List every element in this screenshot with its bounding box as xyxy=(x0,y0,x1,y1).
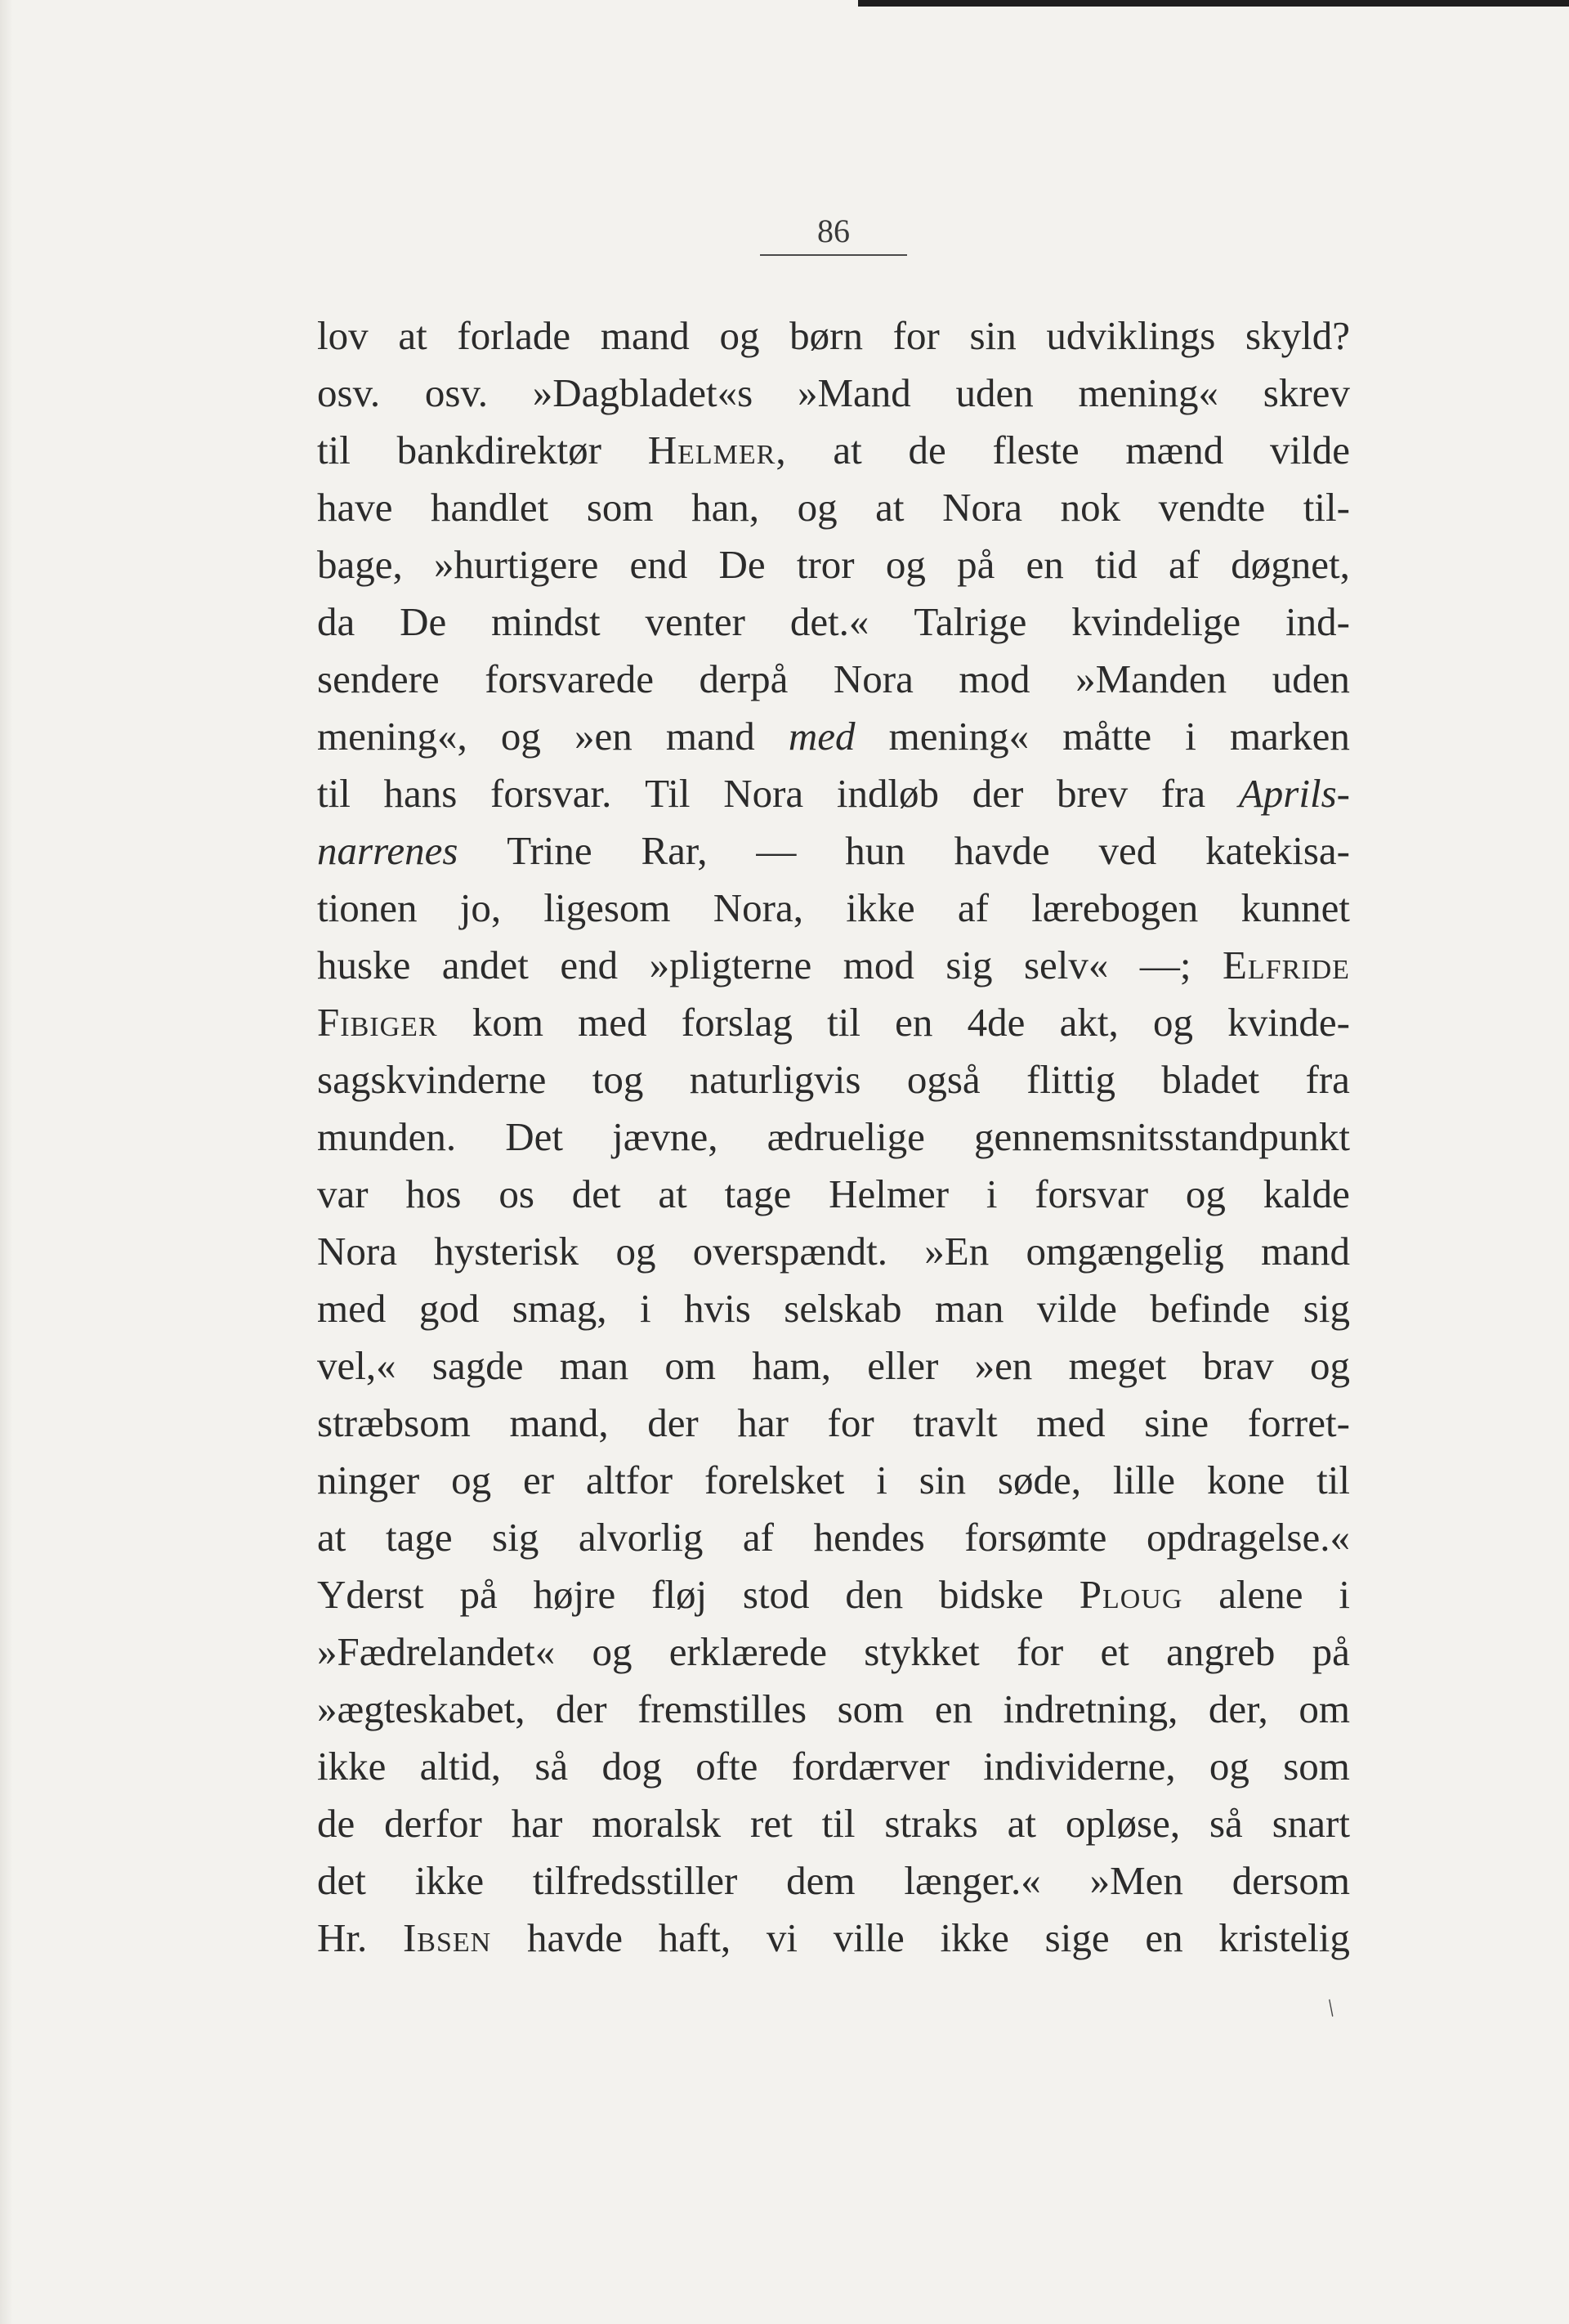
text-line xyxy=(317,307,1350,365)
word: ret xyxy=(750,1801,793,1846)
word: til xyxy=(317,428,351,472)
word: Yderst xyxy=(317,1572,424,1617)
text-line xyxy=(317,1280,1350,1337)
word: en xyxy=(895,1000,933,1045)
word: vilde xyxy=(1036,1286,1117,1331)
word: narrenes xyxy=(317,828,458,873)
word: Trine xyxy=(507,828,592,873)
word: sige xyxy=(1044,1915,1110,1960)
text-line xyxy=(317,1108,1350,1166)
word: andet xyxy=(441,943,529,987)
word: Fibiger xyxy=(317,1000,438,1045)
word: da xyxy=(317,599,355,644)
word: omgængelig xyxy=(1026,1229,1224,1274)
word: Nora xyxy=(723,771,804,816)
word: altfor xyxy=(585,1458,673,1502)
word: Nora xyxy=(833,656,914,701)
word: mand, xyxy=(509,1400,609,1445)
word: osv. xyxy=(317,370,381,415)
word: handlet xyxy=(431,485,549,530)
text-line xyxy=(317,1681,1350,1738)
word: fremstilles xyxy=(637,1686,807,1731)
word: ligesom xyxy=(543,885,671,930)
word: til xyxy=(827,1000,860,1045)
word: hendes xyxy=(813,1515,925,1560)
word: sig xyxy=(1303,1286,1350,1331)
word: for xyxy=(827,1400,874,1445)
word: med xyxy=(317,1286,387,1331)
word: forsømte xyxy=(964,1515,1107,1560)
word: kom xyxy=(472,1000,543,1045)
word: end xyxy=(560,943,619,987)
word: ville xyxy=(833,1915,905,1960)
word: med xyxy=(578,1000,647,1045)
word: og xyxy=(592,1629,633,1674)
word: indretning, xyxy=(1003,1686,1178,1731)
word: selv« xyxy=(1023,943,1109,987)
word: sendere xyxy=(317,656,440,701)
word: Ploug xyxy=(1079,1572,1183,1617)
word: og xyxy=(1309,1343,1350,1388)
word: og xyxy=(885,542,926,587)
word: der xyxy=(972,771,1024,816)
word: Til xyxy=(645,771,691,816)
word: og xyxy=(1209,1744,1249,1789)
word: Hr. xyxy=(317,1915,368,1960)
word: en xyxy=(1026,542,1064,587)
word: »en xyxy=(574,714,633,759)
word: bankdirektør xyxy=(396,428,601,472)
word: sig xyxy=(492,1515,539,1560)
word: stræbsom xyxy=(317,1400,471,1445)
word: der xyxy=(647,1400,699,1445)
word: indløb xyxy=(836,771,940,816)
text-line xyxy=(317,1509,1350,1566)
word: »En xyxy=(924,1229,990,1274)
word: som xyxy=(837,1686,905,1731)
word: vilde xyxy=(1269,428,1350,472)
word: De xyxy=(718,542,766,587)
word: ædruelige xyxy=(767,1114,925,1159)
word: som xyxy=(586,485,654,530)
word: udviklings xyxy=(1046,313,1216,358)
word: mand xyxy=(600,313,690,358)
word: af xyxy=(1168,542,1200,587)
word: til xyxy=(317,771,351,816)
word: naturligvis xyxy=(689,1057,861,1102)
word: mand xyxy=(665,714,755,759)
word: Nora, xyxy=(713,885,803,930)
text-line xyxy=(317,1738,1350,1795)
word: og xyxy=(615,1229,656,1274)
word: »Fædrelandet« xyxy=(317,1629,556,1674)
word: ind- xyxy=(1285,599,1350,644)
word: har xyxy=(511,1801,563,1846)
word: i xyxy=(1339,1572,1350,1617)
page-binding-edge xyxy=(0,0,13,2324)
word: bidske xyxy=(938,1572,1044,1617)
word: havde xyxy=(526,1915,623,1960)
word: man xyxy=(559,1343,629,1388)
word: forret- xyxy=(1247,1400,1350,1445)
word: om xyxy=(1299,1686,1350,1731)
text-line xyxy=(317,1910,1350,1967)
word: at xyxy=(398,313,427,358)
word: stod xyxy=(742,1572,810,1617)
word: en xyxy=(934,1686,973,1731)
word: vendte xyxy=(1158,485,1266,530)
word: fra xyxy=(1305,1057,1350,1102)
word: måtte xyxy=(1062,714,1152,759)
word: smag, xyxy=(512,1286,607,1331)
text-line xyxy=(317,1051,1350,1108)
word: i xyxy=(876,1458,887,1502)
word: —; xyxy=(1139,943,1191,987)
word: for xyxy=(892,313,940,358)
word: vel,« xyxy=(317,1343,396,1388)
word: have xyxy=(317,485,393,530)
text-line xyxy=(317,708,1350,765)
word: selskab xyxy=(784,1286,902,1331)
word: alvorlig xyxy=(578,1515,704,1560)
word: kone xyxy=(1206,1458,1285,1502)
word: osv. xyxy=(424,370,489,415)
word: også xyxy=(906,1057,981,1102)
word: fløj xyxy=(651,1572,708,1617)
word: hysterisk xyxy=(434,1229,579,1274)
word: forslag xyxy=(681,1000,793,1045)
word: ikke xyxy=(317,1744,387,1789)
word: og xyxy=(1185,1171,1226,1216)
word: på xyxy=(1312,1629,1350,1674)
word: Elfride xyxy=(1222,943,1350,987)
word: tionen xyxy=(317,885,418,930)
word: så xyxy=(534,1744,569,1789)
word: meget xyxy=(1068,1343,1167,1388)
word: tilfredsstiller xyxy=(532,1858,738,1903)
word: huske xyxy=(317,943,411,987)
word: et xyxy=(1100,1629,1129,1674)
word: jævne, xyxy=(612,1114,718,1159)
word: som xyxy=(1283,1744,1350,1789)
word: så xyxy=(1209,1801,1243,1846)
word: 4de xyxy=(967,1000,1026,1045)
text-line xyxy=(317,1395,1350,1452)
word: børn xyxy=(789,313,863,358)
word: individerne, xyxy=(983,1744,1176,1789)
word: katekisa- xyxy=(1205,828,1350,873)
text-line xyxy=(317,765,1350,822)
word: lærebogen xyxy=(1031,885,1199,930)
word: kalde xyxy=(1263,1171,1350,1216)
text-line xyxy=(317,536,1350,593)
word: uden xyxy=(1272,656,1350,701)
word: sin xyxy=(969,313,1017,358)
word: og xyxy=(1153,1000,1193,1045)
word: ikke xyxy=(846,885,915,930)
word: »ægteskabet, xyxy=(317,1686,525,1731)
word: bage, xyxy=(317,542,403,587)
word: det xyxy=(571,1171,621,1216)
word: befinde xyxy=(1150,1286,1271,1331)
word: altid, xyxy=(419,1744,502,1789)
word: døgnet, xyxy=(1231,542,1350,587)
word: Helmer xyxy=(829,1171,950,1216)
word: gennemsnitsstandpunkt xyxy=(973,1114,1350,1159)
word: »Manden xyxy=(1075,656,1227,701)
word: De xyxy=(400,599,447,644)
word: overspændt. xyxy=(692,1229,887,1274)
word: at xyxy=(1007,1801,1036,1846)
word: ham, xyxy=(752,1343,831,1388)
word: og xyxy=(797,485,838,530)
word: ofte xyxy=(695,1744,758,1789)
word: god xyxy=(418,1286,480,1331)
word: tid xyxy=(1095,542,1138,587)
word: med xyxy=(788,714,856,759)
word: forsvar. xyxy=(490,771,612,816)
word: Ibsen xyxy=(402,1915,492,1960)
word: sin xyxy=(919,1458,966,1502)
word: Talrige xyxy=(914,599,1027,644)
word: flittig xyxy=(1026,1057,1115,1102)
word: det xyxy=(317,1858,366,1903)
page-number-rule xyxy=(760,254,907,256)
body-text xyxy=(317,307,1350,1967)
word: er xyxy=(522,1458,555,1502)
word: lov xyxy=(317,313,369,358)
word: kvindelige xyxy=(1071,599,1241,644)
word: skyld? xyxy=(1245,313,1350,358)
word: tog xyxy=(592,1057,644,1102)
word: hos xyxy=(405,1171,462,1216)
word: alene xyxy=(1218,1572,1303,1617)
word: og xyxy=(719,313,760,358)
word: en xyxy=(1145,1915,1183,1960)
text-line xyxy=(317,1337,1350,1395)
word: mening«, xyxy=(317,714,467,759)
word: »Men xyxy=(1089,1858,1183,1903)
word: jo, xyxy=(459,885,502,930)
word: — xyxy=(756,828,797,873)
word: eller xyxy=(867,1343,939,1388)
word: »hurtigere xyxy=(433,542,599,587)
text-line xyxy=(317,1166,1350,1223)
pencil-mark: / xyxy=(1321,1995,1341,2022)
word: og xyxy=(500,714,541,759)
word: af xyxy=(742,1515,774,1560)
word: mand xyxy=(1261,1229,1350,1274)
word: mod xyxy=(959,656,1030,701)
word: fordærver xyxy=(791,1744,950,1789)
text-line xyxy=(317,651,1350,708)
word: der, xyxy=(1208,1686,1268,1731)
word: den xyxy=(845,1572,904,1617)
word: erklærede xyxy=(668,1629,827,1674)
word: fleste xyxy=(992,428,1080,472)
word: Aprils- xyxy=(1238,771,1350,816)
word: stykket xyxy=(864,1629,980,1674)
word: har xyxy=(737,1400,789,1445)
word: søde, xyxy=(997,1458,1081,1502)
word: med xyxy=(1036,1400,1106,1445)
word: brev xyxy=(1057,771,1129,816)
word: hans xyxy=(383,771,458,816)
word: og xyxy=(451,1458,492,1502)
word: os xyxy=(498,1171,534,1216)
word: sine xyxy=(1144,1400,1209,1445)
word: der xyxy=(556,1686,607,1731)
word: marken xyxy=(1229,714,1350,759)
word: »pligterne xyxy=(649,943,812,987)
word: travlt xyxy=(913,1400,998,1445)
word: at xyxy=(875,485,905,530)
word: hun xyxy=(845,828,905,873)
word: ved xyxy=(1098,828,1157,873)
text-line xyxy=(317,937,1350,994)
word: mening« xyxy=(1078,370,1219,415)
text-line xyxy=(317,479,1350,536)
word: hvis xyxy=(684,1286,751,1331)
word: for xyxy=(1017,1629,1064,1674)
word: moralsk xyxy=(592,1801,722,1846)
word: mening« xyxy=(888,714,1030,759)
word: de xyxy=(317,1801,355,1846)
word: kunnet xyxy=(1240,885,1350,930)
word: forsvarede xyxy=(485,656,654,701)
word: ikke xyxy=(414,1858,485,1903)
word: i xyxy=(1185,714,1196,759)
word: venter xyxy=(645,599,745,644)
word: højre xyxy=(533,1572,616,1617)
word: bladet xyxy=(1161,1057,1260,1102)
word: derpå xyxy=(699,656,789,701)
word: »Dagbladet«s xyxy=(532,370,753,415)
word: »Mand xyxy=(797,370,911,415)
word: mod xyxy=(843,943,914,987)
word: snart xyxy=(1272,1801,1350,1846)
text-line xyxy=(317,880,1350,937)
word: i xyxy=(640,1286,651,1331)
word: forlade xyxy=(457,313,571,358)
text-line xyxy=(317,994,1350,1051)
word: Nora xyxy=(317,1229,397,1274)
word: de xyxy=(908,428,946,472)
word: kvinde- xyxy=(1227,1000,1350,1045)
word: ikke xyxy=(940,1915,1009,1960)
word: at xyxy=(833,428,862,472)
word: vi xyxy=(766,1915,798,1960)
word: Rar, xyxy=(641,828,708,873)
word: end xyxy=(629,542,688,587)
word: til- xyxy=(1303,485,1350,530)
word: til xyxy=(1316,1458,1350,1502)
word: det.« xyxy=(789,599,869,644)
word: Helmer, xyxy=(647,428,787,472)
word: lille xyxy=(1112,1458,1176,1502)
word: at xyxy=(317,1515,346,1560)
text-line xyxy=(317,422,1350,479)
word: sagskvinderne xyxy=(317,1057,547,1102)
word: dog xyxy=(601,1744,662,1789)
word: dem xyxy=(786,1858,856,1903)
word: sig xyxy=(945,943,993,987)
word: »en xyxy=(974,1343,1033,1388)
word: brav xyxy=(1202,1343,1274,1388)
text-line xyxy=(317,1566,1350,1623)
word: tage xyxy=(385,1515,453,1560)
word: at xyxy=(658,1171,687,1216)
word: mindst xyxy=(491,599,601,644)
word: længer.« xyxy=(904,1858,1041,1903)
word: haft, xyxy=(658,1915,731,1960)
word: straks xyxy=(884,1801,978,1846)
word: opløse, xyxy=(1065,1801,1181,1846)
word: ninger xyxy=(317,1458,420,1502)
word: var xyxy=(317,1171,369,1216)
text-line xyxy=(317,365,1350,422)
word: af xyxy=(957,885,989,930)
text-line xyxy=(317,822,1350,880)
word: til xyxy=(821,1801,856,1846)
page-number: 86 xyxy=(817,213,850,249)
word: opdragelse.« xyxy=(1147,1515,1350,1560)
top-edge-rule xyxy=(858,0,1569,7)
text-line xyxy=(317,1852,1350,1910)
word: fra xyxy=(1160,771,1206,816)
text-line xyxy=(317,1623,1350,1681)
word: kristelig xyxy=(1218,1915,1350,1960)
word: uden xyxy=(955,370,1034,415)
word: forelsket xyxy=(704,1458,845,1502)
word: munden. xyxy=(317,1114,457,1159)
word: dersom xyxy=(1232,1858,1350,1903)
word: på xyxy=(459,1572,498,1617)
word: Det xyxy=(505,1114,564,1159)
text-line xyxy=(317,1223,1350,1280)
text-line xyxy=(317,1795,1350,1852)
word: om xyxy=(664,1343,717,1388)
word: derfor xyxy=(384,1801,482,1846)
word: forsvar xyxy=(1035,1171,1149,1216)
text-line xyxy=(317,1452,1350,1509)
word: på xyxy=(957,542,995,587)
word: tror xyxy=(796,542,855,587)
word: i xyxy=(986,1171,998,1216)
word: havde xyxy=(954,828,1050,873)
text-line xyxy=(317,593,1350,651)
word: han, xyxy=(691,485,760,530)
word: tage xyxy=(724,1171,792,1216)
word: man xyxy=(935,1286,1004,1331)
word: Nora xyxy=(942,485,1023,530)
word: mænd xyxy=(1125,428,1224,472)
word: angreb xyxy=(1166,1629,1276,1674)
word: nok xyxy=(1060,485,1121,530)
word: sagde xyxy=(431,1343,524,1388)
word: skrev xyxy=(1263,370,1350,415)
word: akt, xyxy=(1059,1000,1119,1045)
